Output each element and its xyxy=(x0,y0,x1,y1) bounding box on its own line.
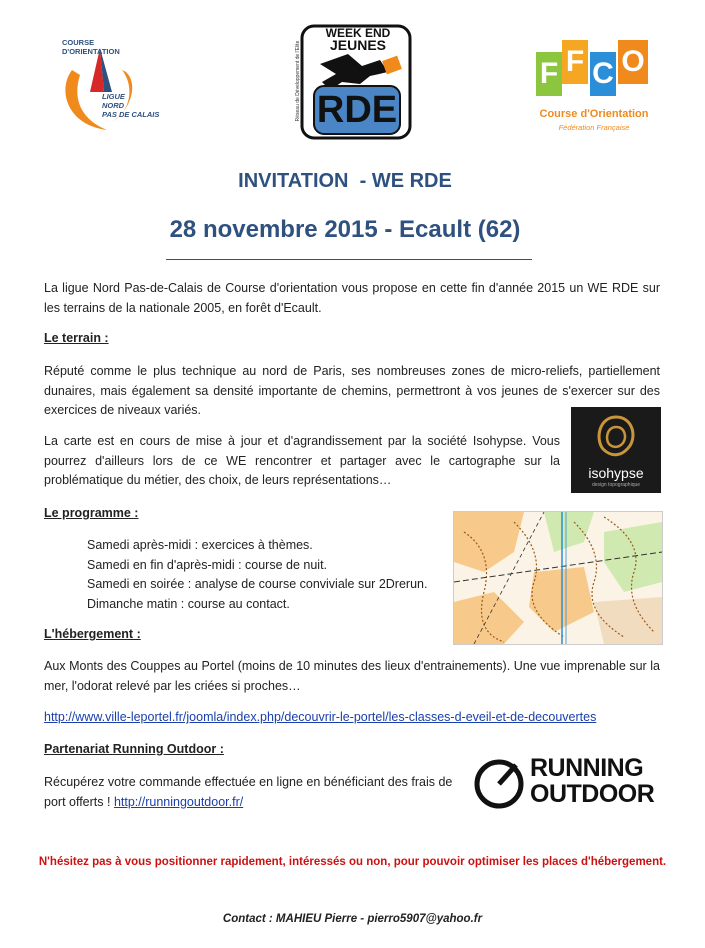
ligue-logo xyxy=(52,30,172,140)
title-divider xyxy=(166,259,532,260)
terrain-heading: Le terrain : xyxy=(44,331,109,345)
intro-paragraph: La ligue Nord Pas-de-Calais de Course d'orientation vous propose en cette fin d'année 2015 un WE RDE sur les terrains de la nationale 2005, en forêt d'Ecault. xyxy=(44,281,660,315)
hebergement-link[interactable]: http://www.ville-leportel.fr/joomla/index.php/decouvrir-le-portel/les-classes-d-eveil-et-de-decouvertes xyxy=(44,710,597,724)
notice-text: N'hésitez pas à vous positionner rapidement, intéressés ou non, pour pouvoir optimiser les places d'hébergement. xyxy=(38,856,667,868)
partenariat-paragraph xyxy=(44,773,464,812)
outdoor-text: OUTDOOR xyxy=(530,780,655,808)
programme-heading: Le programme : xyxy=(44,506,139,520)
ffco-letter-c: C xyxy=(590,52,616,96)
contact-text: Contact : MAHIEU Pierre - pierro5907@yahoo.fr xyxy=(222,913,483,925)
ligue-text-1: COURSE xyxy=(62,38,95,47)
hebergement-paragraph: Aux Monts des Couppes au Portel (moins de 10 minutes des lieux d'entrainements). Une vue imprenable sur la mer, l'odorat relevé par les criées si proches… xyxy=(44,659,660,693)
rde-text-top2: JEUNES xyxy=(329,37,387,53)
running-outdoor-icon xyxy=(472,755,528,811)
rde-text-main: RDE xyxy=(316,89,398,131)
isohypse-logo-graphic xyxy=(571,407,661,469)
ffco-logo xyxy=(532,38,662,138)
isohypse-logo xyxy=(571,407,661,493)
programme-item: Samedi en soirée : analyse de course conviviale sur 2Drerun. xyxy=(87,577,428,591)
rde-text-top1: WEEK END xyxy=(325,26,391,40)
programme-item: Samedi en fin d'après-midi : course de nuit. xyxy=(87,557,328,572)
page-title: INVITATION - WE RDE xyxy=(238,170,452,192)
rde-text-side: Réseau de Développement de l'Elite xyxy=(295,40,301,122)
rde-logo xyxy=(290,24,414,142)
isohypse-name: isohypse xyxy=(588,465,644,481)
terrain-paragraph-1: Réputé comme le plus technique au nord de Paris, ses nombreuses zones de micro-reliefs, partiellement dunaires, mais également sa densité importante de chemins, permettront à vos jeunes de s'exercer sur des exercices de niveaux variés. xyxy=(44,364,660,417)
ffco-letter-f2: F xyxy=(562,40,588,84)
ffco-sub: Fédération Française xyxy=(558,123,630,132)
hebergement-heading: L'hébergement : xyxy=(44,627,141,641)
isohypse-sub: design topographique xyxy=(591,482,641,488)
partenariat-heading: Partenariat Running Outdoor : xyxy=(44,742,224,756)
ffco-letter-f1: F xyxy=(536,52,562,96)
running-outdoor-logo xyxy=(472,755,658,811)
ligue-text-4: NORD xyxy=(102,101,125,110)
ffco-letter-o: O xyxy=(618,40,648,84)
partenariat-text: Récupérez votre commande effectuée en ligne en bénéficiant des frais de port offerts ! xyxy=(44,775,453,809)
programme-item: Samedi après-midi : exercices à thèmes. xyxy=(87,538,313,552)
orienteering-map-image xyxy=(453,511,663,645)
orienteering-map-graphic xyxy=(454,512,662,644)
ligue-text-2: D'ORIENTATION xyxy=(62,47,120,56)
ligue-text-5: PAS DE CALAIS xyxy=(102,110,160,119)
running-text: RUNNING xyxy=(530,754,644,782)
ffco-name: Course d'Orientation xyxy=(539,108,649,120)
programme-list xyxy=(87,536,447,614)
running-outdoor-link[interactable]: http://runningoutdoor.fr/ xyxy=(113,794,244,809)
terrain-paragraph-2: La carte est en cours de mise à jour et d'agrandissement par la société Isohypse. Vous pourrez d'ailleurs lors de ce WE rencontrer et partager avec le cartographe sur la problématique du métier, des choix, de leurs représentations… xyxy=(44,434,560,487)
ligue-text-3: LIGUE xyxy=(102,92,125,101)
programme-item: Dimanche matin : course au contact. xyxy=(87,596,290,611)
page-subtitle: 28 novembre 2015 - Ecault (62) xyxy=(169,216,521,243)
